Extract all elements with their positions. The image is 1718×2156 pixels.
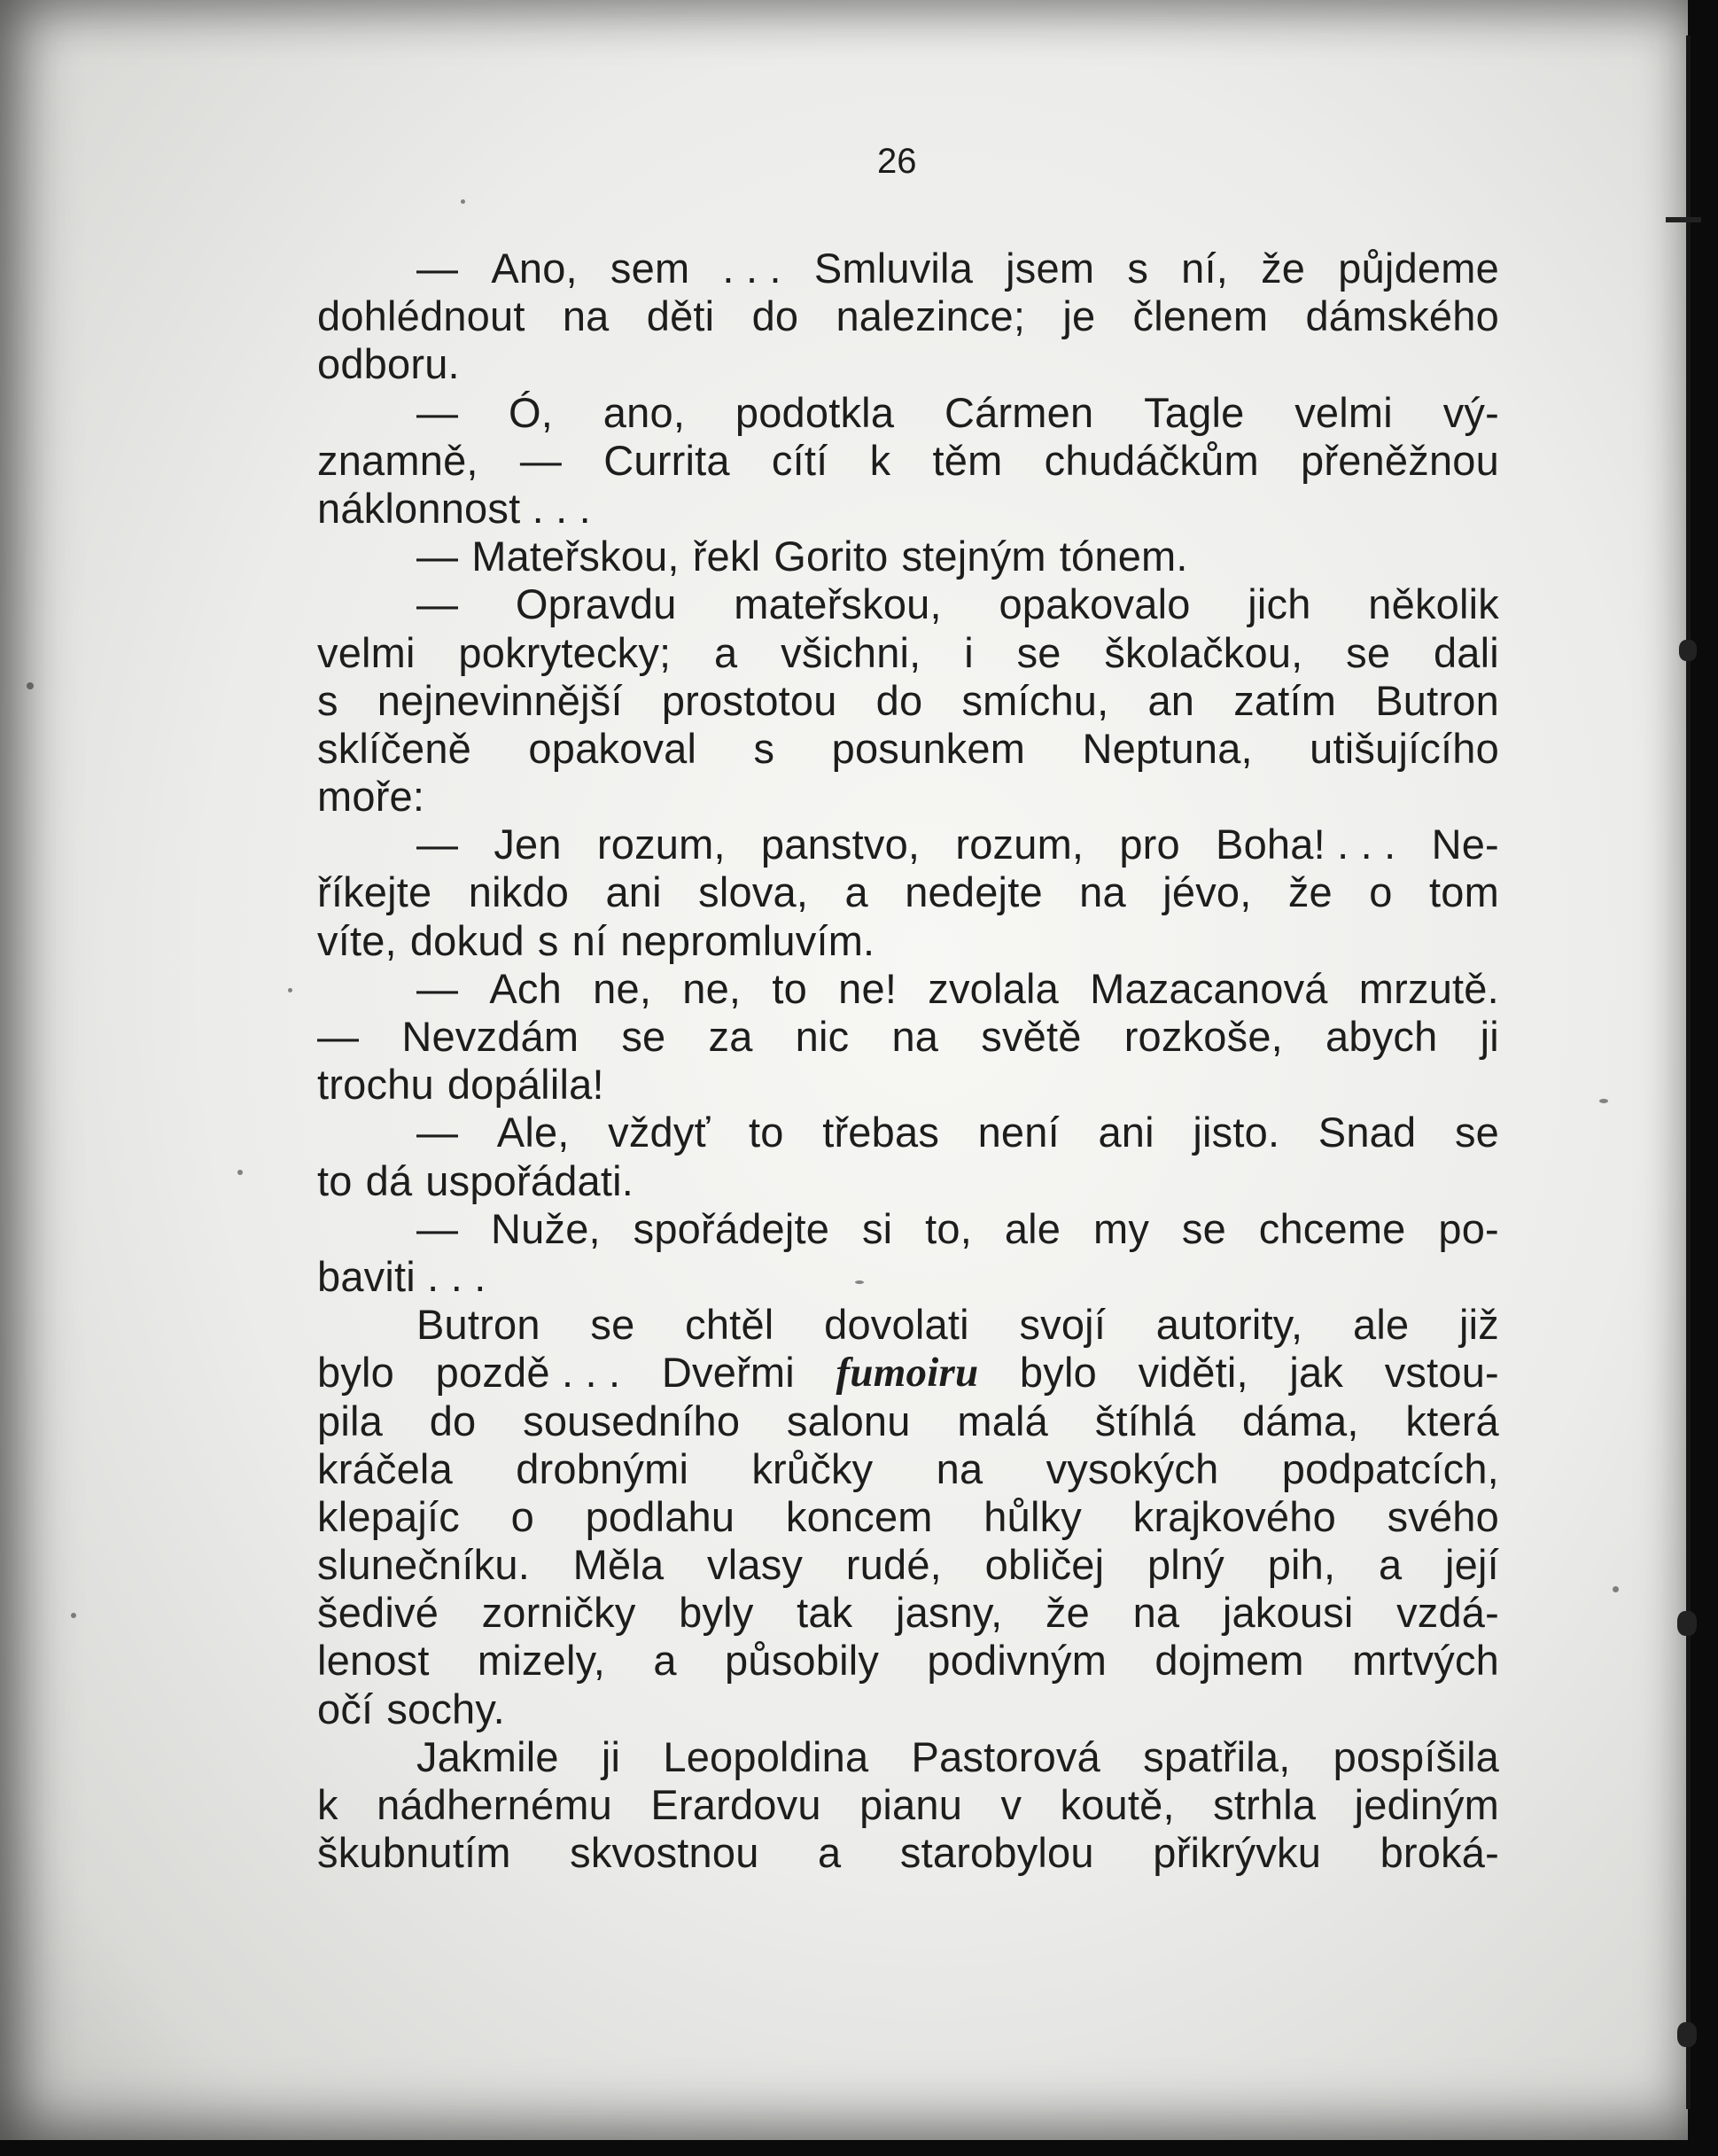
word: — [416,821,459,868]
word: moře: [317,773,425,821]
word: je [1062,292,1096,340]
text-line [317,292,1499,340]
word: Nevzdám [401,1013,579,1060]
word: podivným [927,1637,1108,1685]
word: to [749,1109,784,1156]
word: opakoval [528,724,697,772]
text-line [317,1493,1499,1541]
word: koutě, [1060,1781,1175,1828]
word: vždyť [608,1109,711,1156]
word: sousedního [523,1397,741,1444]
word: se [1016,628,1061,676]
scan-speck [1613,1586,1619,1592]
word: do [429,1397,477,1444]
word: Ano, [491,245,578,292]
word: pospíšila [1333,1732,1499,1780]
word: ne! [838,964,898,1012]
text-line [317,1061,1499,1109]
word: po- [1438,1204,1499,1252]
word: Leopoldina [663,1732,869,1780]
text-line [317,629,1499,677]
text-line [317,1685,1499,1733]
word: pokrytecky; [458,628,672,676]
word: tónem. [1059,533,1188,580]
text-line [317,533,1499,580]
binding-mark [1666,217,1701,222]
word: několik [1368,580,1499,628]
word: ní, [1181,245,1228,292]
word: plný [1147,1541,1224,1589]
word: s [1127,245,1149,292]
word: byly [679,1589,754,1637]
text-line [317,965,1499,1013]
word: se [1181,1204,1226,1252]
word: Erardovu [650,1781,821,1828]
page-number: 26 [877,142,917,181]
word: uspořádati. [425,1156,634,1204]
word: rudé, [845,1541,942,1589]
scan-speck [237,1170,243,1175]
word: zvolala [928,964,1059,1012]
text-line [317,821,1499,868]
word: Cármen [944,388,1094,436]
word: ale [1352,1301,1410,1349]
binding-edge [1686,35,1691,2109]
word: se [1454,1109,1499,1156]
word: Nuže, [491,1204,601,1252]
word: se [621,1013,666,1060]
word: vlasy [707,1541,804,1589]
binding-mark [1677,1611,1697,1636]
word: Ach [489,964,562,1012]
word: utišujícího [1310,724,1499,772]
word: půjdeme [1338,245,1499,292]
word: rozkoše, [1123,1013,1283,1060]
word: Snad [1318,1109,1417,1156]
word: ji [1480,1013,1499,1060]
word: — [416,388,459,436]
word: pila [317,1397,383,1444]
word: dohlédnout [317,292,525,340]
word: řekl [692,533,761,580]
word: která [1405,1397,1499,1444]
word: o [1369,868,1393,916]
word: na [1079,868,1126,916]
word: mizely, [477,1637,606,1685]
word: víte, [317,916,397,964]
word: Boha! . . . [1216,821,1396,868]
text-line [317,485,1499,533]
word: všichni, [781,628,921,676]
word: opakovalo [999,580,1191,628]
binding-mark [1679,640,1697,661]
word: podlahu [585,1492,735,1540]
text-line [317,677,1499,725]
word: dá [365,1156,413,1204]
binding-mark [1677,2022,1697,2047]
text-line [317,389,1499,437]
word: — [416,1109,459,1156]
word: — [317,1013,360,1060]
text-line [317,1397,1499,1445]
word: — [519,436,563,484]
word: očí [317,1685,374,1732]
word: slova, [698,868,809,916]
word: Neptuna, [1082,724,1253,772]
word: dovolati [824,1301,969,1349]
word: jich [1248,580,1311,628]
word: třebas [822,1109,940,1156]
word: Jen [494,821,562,868]
word: na [562,292,610,340]
word: — [416,580,459,628]
word: rozum, [596,821,726,868]
word: k [869,436,891,484]
word: že [1287,868,1333,916]
word: že [1045,1589,1091,1637]
word: Gorito [773,533,889,580]
text-line [317,1589,1499,1637]
word: ne, [682,964,742,1012]
word: s [753,724,775,772]
word: děti [646,292,715,340]
word: koncem [785,1492,933,1540]
word: stejným [901,533,1046,580]
word: kráčela [317,1444,453,1492]
word: přikrývku [1153,1829,1322,1877]
word: do [875,676,923,724]
word: jévo, [1162,868,1252,916]
word: s [537,916,559,964]
text-line [317,1157,1499,1205]
text-line [317,437,1499,485]
text-line [317,1301,1499,1349]
text-line [317,725,1499,773]
word: hůlky [983,1492,1083,1540]
word: dojmem [1154,1637,1304,1685]
text-line [317,1253,1499,1301]
word: Smluvila [813,245,974,292]
word: na [1132,1589,1180,1637]
word: její [1445,1541,1499,1589]
text-line [317,580,1499,628]
word: to, [925,1204,972,1252]
word: Tagle [1144,388,1245,436]
scan-speck [461,199,465,204]
word: strhla [1213,1781,1317,1828]
word: mrzutě. [1358,964,1499,1012]
word: pianu [859,1781,963,1828]
word: Ale, [496,1109,570,1156]
word: do [751,292,799,340]
word: broká- [1380,1829,1499,1877]
word: Ne- [1431,821,1499,868]
word: ale [1004,1204,1061,1252]
word: Butron [1375,676,1499,724]
scan-speck [27,682,34,689]
word: Currita [603,436,730,484]
text-line [317,1445,1499,1493]
text-line [317,340,1499,388]
word: velmi [317,628,416,676]
word: chtěl [685,1301,774,1349]
word: to [772,964,807,1012]
text-line [317,1637,1499,1685]
text-line [317,1013,1499,1061]
text-line [317,1541,1499,1589]
word: s [317,676,338,724]
word: krůčky [751,1444,874,1492]
word: chceme [1258,1204,1406,1252]
word: vstou- [1384,1349,1499,1397]
word: panstvo, [760,821,921,868]
word: obličej [984,1541,1105,1589]
word: Měla [572,1541,665,1589]
word: starobylou [899,1829,1094,1877]
word: baviti . . . [317,1252,486,1300]
word: tak [797,1589,853,1637]
word: zatím [1233,676,1337,724]
text-line [317,773,1499,821]
word: sem [610,245,690,292]
word: zorničky [481,1589,636,1637]
word: ani [1098,1109,1154,1156]
word: salonu [786,1397,911,1444]
word: na [936,1444,983,1492]
word: již [1459,1301,1499,1349]
word: — [416,533,459,580]
word: přeněžnou [1301,436,1499,484]
word: říkejte [317,868,432,916]
word: Jakmile [416,1732,559,1780]
word: štíhlá [1094,1397,1196,1444]
word: není [977,1109,1060,1156]
word: jak [1289,1349,1344,1397]
word: pih, [1267,1541,1336,1589]
word: vzdá- [1396,1589,1499,1637]
word: krajkového [1132,1492,1336,1540]
word: jisto. [1193,1109,1280,1156]
text-line [317,1781,1499,1829]
scan-speck [855,1280,864,1284]
word: ji [601,1732,621,1780]
word: ne, [593,964,652,1012]
word: i [964,628,974,676]
word: skvostnou [570,1829,759,1877]
word: k [317,1781,338,1828]
word: trochu [317,1061,434,1109]
word: to [317,1156,353,1204]
word: nic [795,1013,850,1060]
word: že [1261,245,1306,292]
word: smíchu, [961,676,1109,724]
word: a [818,1829,842,1877]
word: členem [1132,292,1269,340]
word: a [1378,1541,1403,1589]
word: pozdě . . . [435,1349,621,1397]
word: dáma, [1242,1397,1359,1444]
word: a [714,628,738,676]
word: vý- [1442,388,1499,436]
word: nedejte [905,868,1043,916]
word: . . . [722,245,781,292]
word: svojí [1019,1301,1107,1349]
word: náklonnost . . . [317,484,591,532]
word: klepajíc [317,1492,460,1540]
word: jakousi [1222,1589,1354,1637]
word: působily [725,1637,880,1685]
word: — [416,245,459,292]
word: vysokých [1046,1444,1219,1492]
word: se [590,1301,635,1349]
word: sklíčeně [317,724,472,772]
text-line [317,1205,1499,1253]
text-line [317,1829,1499,1877]
word: nejnevinnější [377,676,623,724]
word: fumoiru [836,1350,979,1397]
word: nikdo [468,868,570,916]
text-line [317,1109,1499,1156]
word: dámského [1305,292,1499,340]
word: a [844,868,868,916]
word: školačkou, [1104,628,1303,676]
word: sochy. [386,1685,505,1732]
word: jsem [1006,245,1095,292]
word: ní [571,916,608,964]
word: na [891,1013,939,1060]
word: šedivé [317,1589,439,1637]
word: slunečníku. [317,1541,530,1589]
word: svého [1387,1492,1499,1540]
word: Mateřskou, [471,533,680,580]
word: malá [957,1397,1049,1444]
scan-speck [1599,1099,1608,1103]
word: nepromluvím. [620,916,875,964]
word: Ó, [508,388,554,436]
word: velmi [1294,388,1393,436]
word: podpatcích, [1281,1444,1499,1492]
word: podotkla [735,388,895,436]
word: si [861,1204,893,1252]
word: dokud [409,916,525,964]
word: o [510,1492,534,1540]
word: cítí [771,436,828,484]
word: spořádejte [633,1204,830,1252]
word: rozum, [955,821,1084,868]
text-line [317,1349,1499,1397]
word: škubnutím [317,1829,511,1877]
word: světě [981,1013,1082,1060]
word: ano, [602,388,686,436]
word: posunkem [831,724,1026,772]
word: Butron [416,1301,540,1349]
word: tom [1428,868,1499,916]
word: v [1000,1781,1022,1828]
word: — [416,1204,459,1252]
text-line [317,1733,1499,1781]
text-line [317,245,1499,292]
word: viděti, [1138,1349,1248,1397]
word: ani [605,868,662,916]
word: Opravdu [515,580,677,628]
word: pro [1119,821,1180,868]
word: mateřskou, [734,580,942,628]
word: drobnými [516,1444,689,1492]
word: jasny, [895,1589,1003,1637]
body-text [317,245,1499,1877]
word: znamně, [317,436,478,484]
word: prostotou [661,676,837,724]
word: — [416,964,459,1012]
word: chudáčkům [1044,436,1259,484]
scan-speck [71,1613,76,1618]
word: dopálila! [447,1061,604,1109]
word: se [1346,628,1391,676]
word: mrtvých [1352,1637,1499,1685]
word: Dveřmi [661,1349,795,1397]
word: za [708,1013,753,1060]
word: my [1092,1204,1150,1252]
word: Mazacanová [1090,964,1328,1012]
word: odboru. [317,340,460,388]
word: nádhernému [377,1781,612,1828]
word: nalezince; [836,292,1026,340]
word: lenost [317,1637,430,1685]
word: an [1147,676,1195,724]
word: Pastorová [911,1732,1100,1780]
word: a [653,1637,677,1685]
word: bylo [1019,1349,1097,1397]
word: těm [932,436,1003,484]
word: jediným [1354,1781,1499,1828]
word: dali [1433,628,1499,676]
scan-speck [288,988,292,992]
word: autority, [1155,1301,1303,1349]
word: bylo [317,1349,395,1397]
text-line [317,868,1499,916]
word: abych [1325,1013,1438,1060]
text-line [317,917,1499,965]
word: spatřila, [1143,1732,1291,1780]
